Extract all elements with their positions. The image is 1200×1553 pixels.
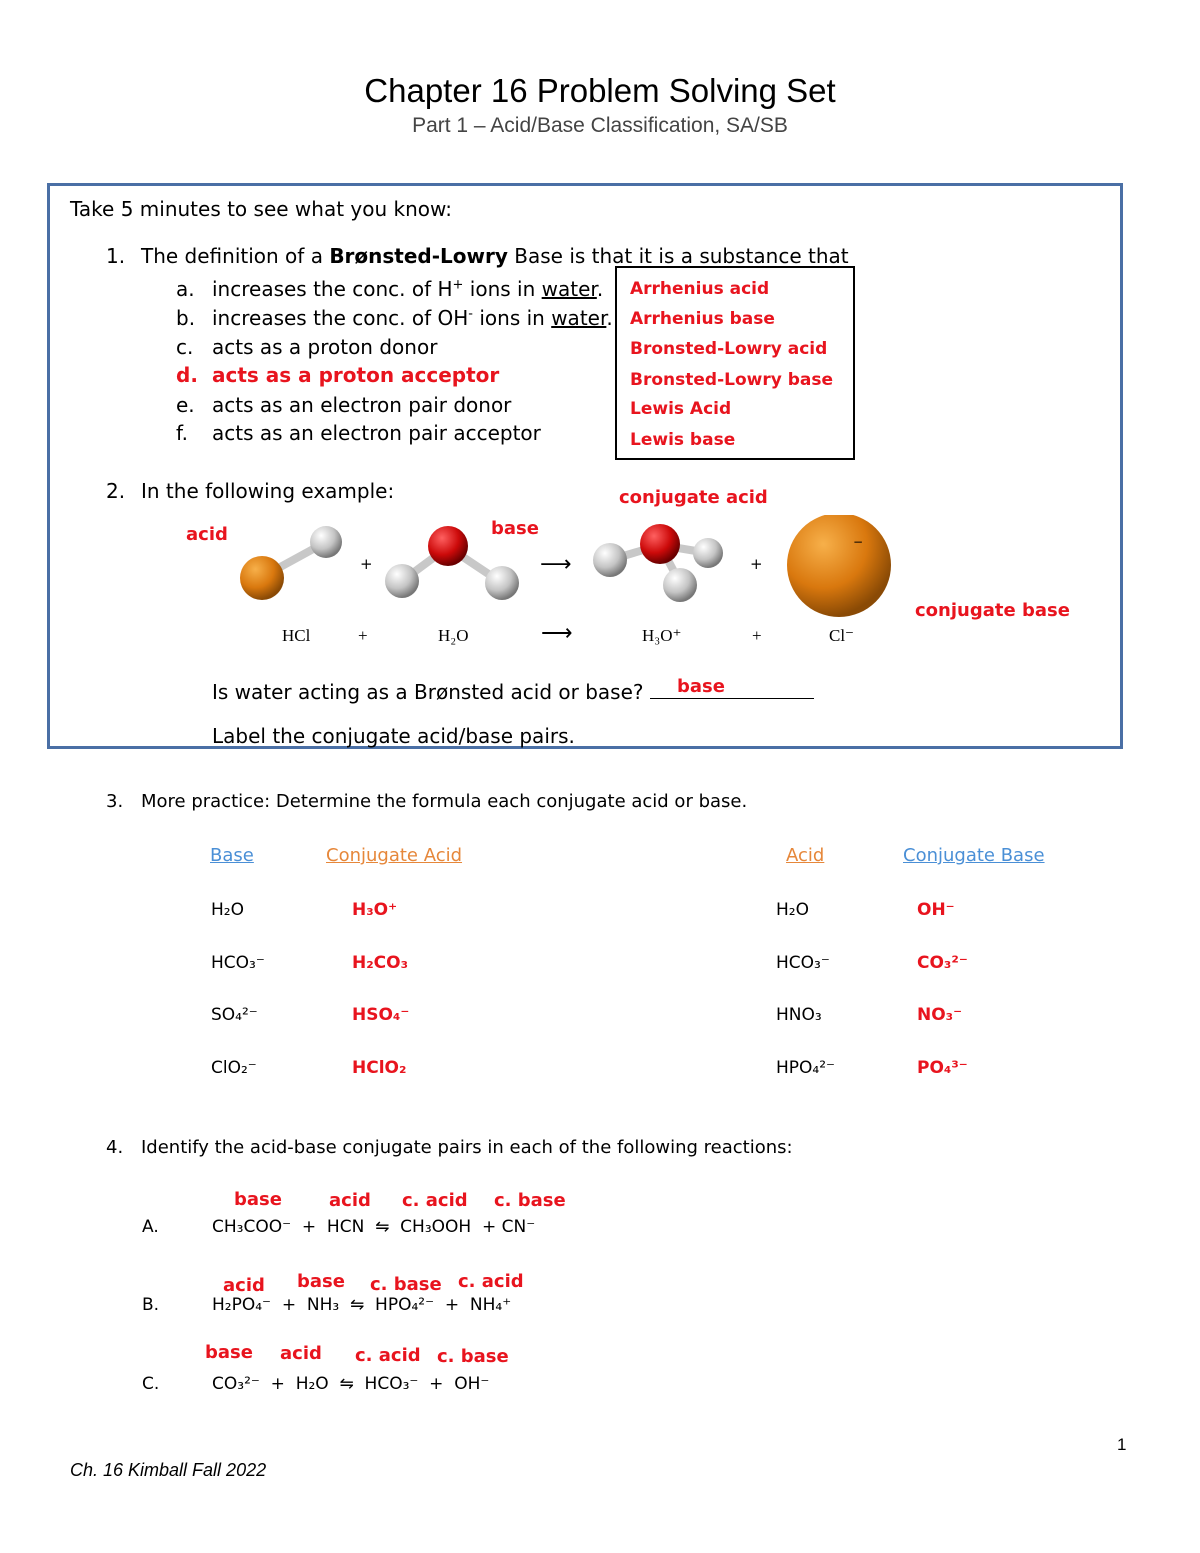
reaction-a-letter: A. [142,1217,159,1237]
q1-number: 1. [106,244,126,268]
reaction-c-letter: C. [142,1374,160,1394]
q1-option-a: increases the conc. of H+ ions in water. [212,277,604,301]
reaction-a-label: c. acid [402,1190,468,1211]
eq-plus-1: + [358,626,368,645]
q2-stem: In the following example: [141,479,395,503]
eq-plus-2: + [752,626,762,645]
q1-option-f: acts as an electron pair acceptor [212,421,541,445]
table-row-base: SO₄²⁻ [211,1005,258,1025]
reaction-b-equation: H₂PO₄⁻ + NH₃ ⇋ HPO₄²⁻ + NH₄⁺ [212,1295,512,1315]
table-row-acid: HNO₃ [776,1005,822,1025]
q1-option-f-letter: f. [176,421,188,445]
table-row-base: H₂O [211,900,244,920]
q2-number: 2. [106,479,126,503]
warmup-intro: Take 5 minutes to see what you know: [70,197,453,221]
q1-option-d-letter: d. [176,363,198,387]
reaction-a-label: acid [329,1190,371,1211]
q2-answer: base [677,676,725,697]
reaction-molecule-diagram [230,515,900,625]
q1-stem: The definition of a Brønsted-Lowry Base is that it is a substance that [141,244,849,268]
table-row-answer: HClO₂ [352,1058,407,1078]
table-row-acid: H₂O [776,900,809,920]
eq-water: H₂O [438,626,469,645]
header-base: Base [210,845,254,866]
chloride-ion [787,515,891,617]
reaction-a-label: c. base [494,1190,566,1211]
reaction-c-label: acid [280,1343,322,1364]
q1-option-e: acts as an electron pair donor [212,393,512,417]
choice-arrhenius-base: Arrhenius base [630,309,775,329]
eq-arrow: ⟶ [541,620,573,645]
table-row-base: HCO₃⁻ [211,953,265,973]
reaction-a-equation: CH₃COO⁻ + HCN ⇋ CH₃OOH + CN⁻ [212,1217,536,1237]
label-conjugate-base: conjugate base [915,600,1070,621]
reaction-b-label: c. base [370,1274,442,1295]
reaction-b-label: base [297,1271,345,1292]
q1-option-c: acts as a proton donor [212,335,438,359]
reaction-b-label: acid [223,1275,265,1296]
page-footer: Ch. 16 Kimball Fall 2022 [70,1460,267,1480]
svg-text:−: − [853,535,864,549]
choice-lewis-acid: Lewis Acid [630,399,732,419]
header-acid: Acid [786,845,825,866]
header-conjugate-acid: Conjugate Acid [326,845,463,866]
reaction-c-equation: CO₃²⁻ + H₂O ⇋ HCO₃⁻ + OH⁻ [212,1374,490,1394]
reaction-arrow: ⟶ [540,552,572,577]
label-base: base [491,518,539,539]
q3-number: 3. [106,791,124,812]
table-row-base: ClO₂⁻ [211,1058,257,1078]
q2-question: Is water acting as a Brønsted acid or base? [212,680,814,704]
page-subtitle: Part 1 – Acid/Base Classification, SA/SB [412,114,788,137]
table-row-answer: H₃O⁺ [352,900,398,920]
reaction-a-label: base [234,1189,282,1210]
table-row-answer: OH⁻ [917,900,955,920]
eq-chloride: Cl⁻ [829,626,855,645]
label-conjugate-acid: conjugate acid [619,487,768,508]
choice-bronsted-acid: Bronsted-Lowry acid [630,339,828,359]
table-row-acid: HCO₃⁻ [776,953,830,973]
q1-option-d-answer: acts as a proton acceptor [212,363,500,387]
q1-option-b: increases the conc. of OH- ions in water. [212,306,613,330]
q4-number: 4. [106,1137,124,1158]
water-molecule [385,526,519,600]
q4-stem: Identify the acid-base conjugate pairs in each of the following reactions: [141,1137,793,1158]
q2-instruction: Label the conjugate acid/base pairs. [212,724,575,748]
choice-arrhenius-acid: Arrhenius acid [630,279,770,299]
q3-stem: More practice: Determine the formula each conjugate acid or base. [141,791,748,812]
answer-choices-box [615,266,855,460]
eq-hydronium: H₃O⁺ [642,626,682,645]
choice-lewis-base: Lewis base [630,430,736,450]
eq-hcl: HCl [282,626,311,645]
reaction-b-label: c. acid [458,1271,524,1292]
q1-option-a-letter: a. [176,277,195,301]
page-title: Chapter 16 Problem Solving Set [364,72,836,109]
table-row-answer: CO₃²⁻ [917,953,968,973]
hcl-molecule [240,526,342,600]
hydronium-molecule [593,524,723,602]
reaction-c-label: c. acid [355,1345,421,1366]
table-row-answer: NO₃⁻ [917,1005,963,1025]
reaction-c-label: base [205,1342,253,1363]
q1-option-c-letter: c. [176,335,194,359]
table-row-answer: PO₄³⁻ [917,1058,968,1078]
label-acid: acid [186,524,228,545]
header-conjugate-base: Conjugate Base [903,845,1045,866]
plus-sign: + [360,555,373,573]
choice-bronsted-base: Bronsted-Lowry base [630,370,834,390]
q1-option-b-letter: b. [176,306,196,330]
page-number: 1 [1117,1435,1127,1454]
reaction-c-label: c. base [437,1346,509,1367]
table-row-answer: H₂CO₃ [352,953,409,973]
reaction-b-letter: B. [142,1295,160,1315]
table-row-acid: HPO₄²⁻ [776,1058,836,1078]
plus-sign: + [750,555,763,573]
q1-option-e-letter: e. [176,393,195,417]
table-row-answer: HSO₄⁻ [352,1005,410,1025]
